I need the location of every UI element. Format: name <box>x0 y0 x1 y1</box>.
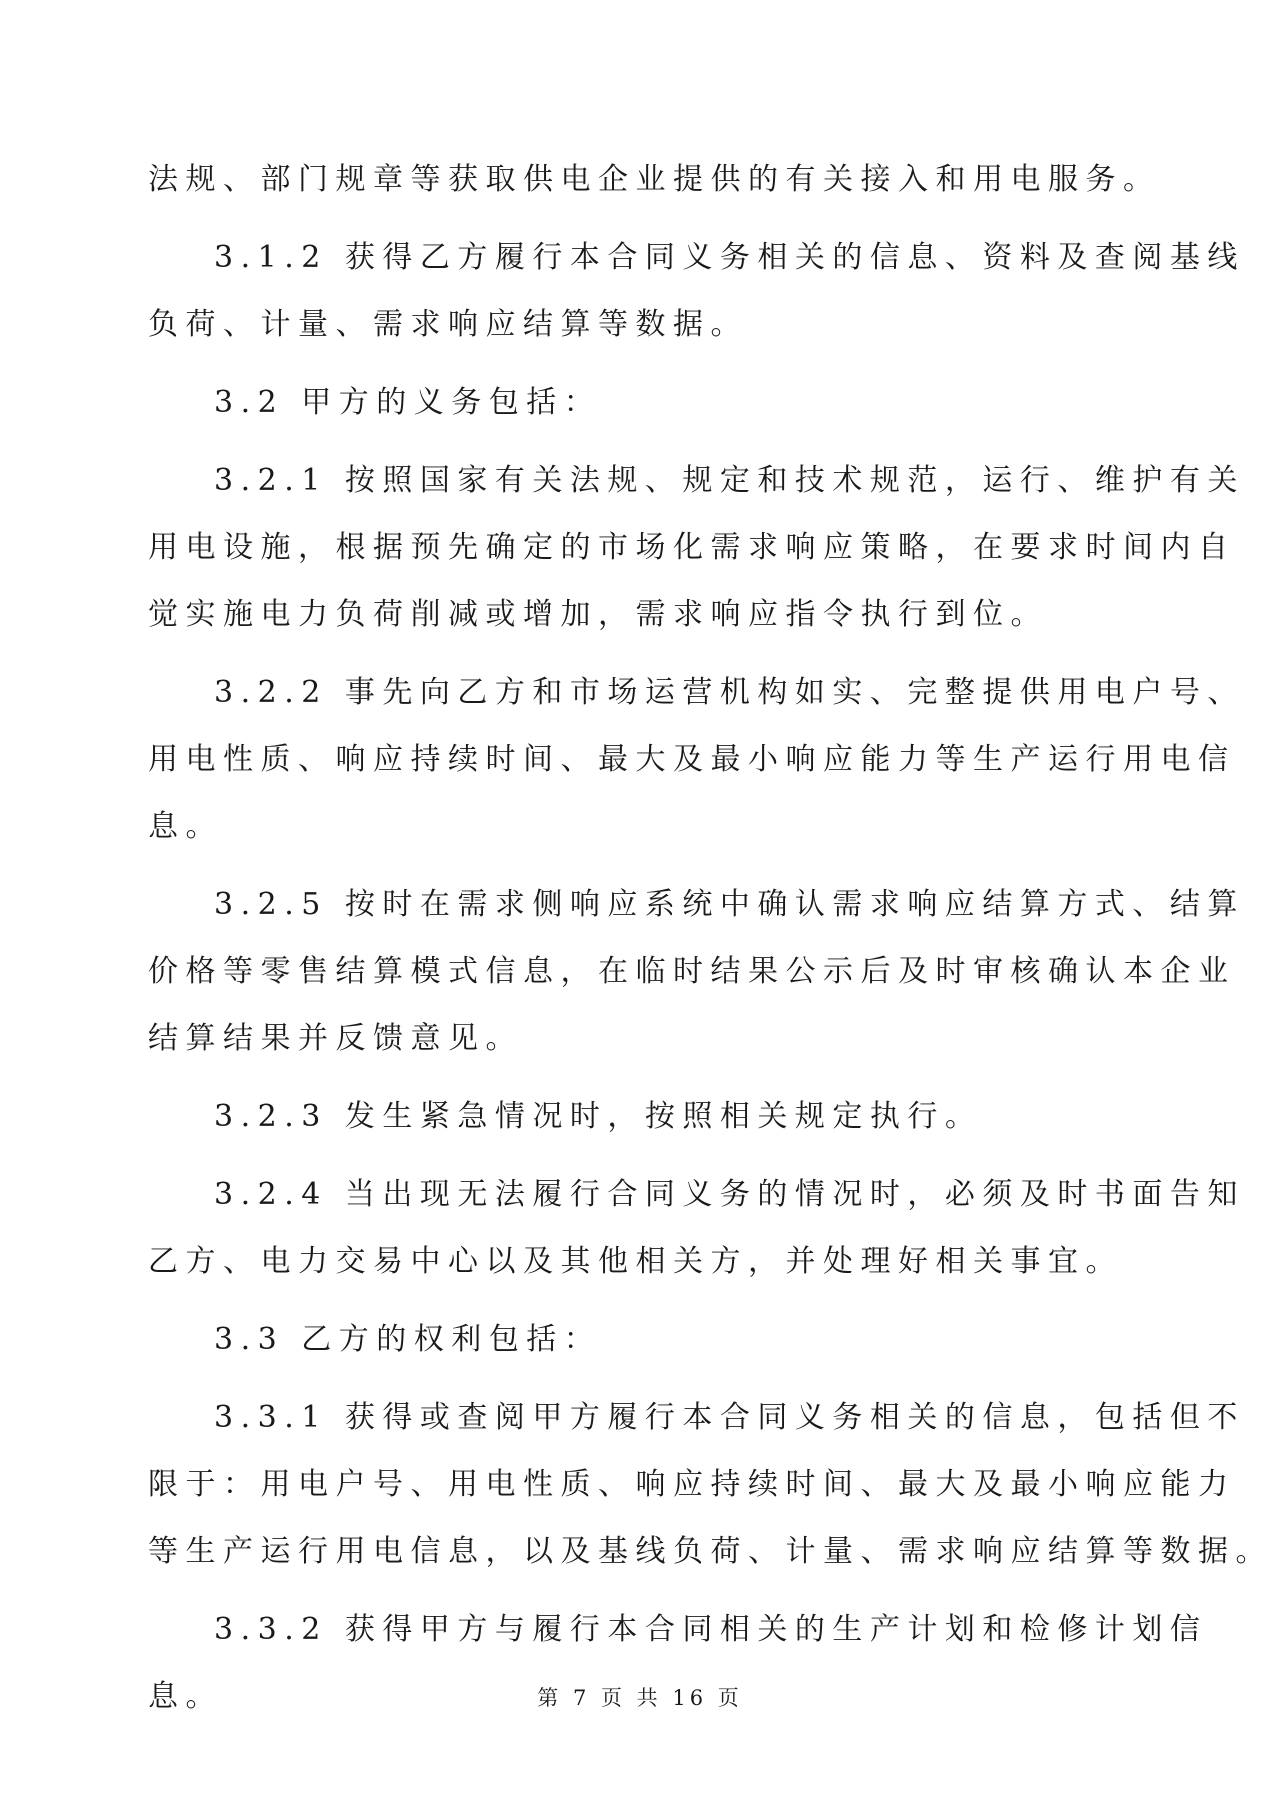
paragraph-line: 3.3.2 获得甲方与履行本合同相关的生产计划和检修计划信 <box>214 1612 1208 1647</box>
paragraph-line: 3.2.2 事先向乙方和市场运营机构如实、完整提供用电户号、 <box>214 675 1245 710</box>
paragraph-line: 觉实施电力负荷削减或增加，需求响应指令执行到位。 <box>148 597 1048 632</box>
paragraph-line: 结算结果并反馈意见。 <box>148 1021 523 1056</box>
paragraph-line: 3.1.2 获得乙方履行本合同义务相关的信息、资料及查阅基线 <box>214 240 1245 275</box>
section-heading: 3.2 甲方的义务包括： <box>214 385 602 420</box>
paragraph-line: 用电性质、响应持续时间、最大及最小响应能力等生产运行用电信 <box>148 742 1236 777</box>
paragraph-line: 法规、部门规章等获取供电企业提供的有关接入和用电服务。 <box>148 162 1161 197</box>
paragraph-line: 限于：用电户号、用电性质、响应持续时间、最大及最小响应能力 <box>148 1467 1236 1502</box>
paragraph-line: 3.2.3 发生紧急情况时，按照相关规定执行。 <box>214 1099 983 1134</box>
paragraph-line: 等生产运行用电信息，以及基线负荷、计量、需求响应结算等数据。 <box>148 1534 1273 1569</box>
paragraph-line: 3.2.5 按时在需求侧响应系统中确认需求响应结算方式、结算 <box>214 887 1245 922</box>
paragraph-line: 3.2.4 当出现无法履行合同义务的情况时，必须及时书面告知 <box>214 1177 1245 1212</box>
paragraph-line: 负荷、计量、需求响应结算等数据。 <box>148 307 748 342</box>
paragraph-line: 用电设施，根据预先确定的市场化需求响应策略，在要求时间内自 <box>148 530 1236 565</box>
section-heading: 3.3 乙方的权利包括： <box>214 1322 602 1357</box>
paragraph-line: 息。 <box>148 1679 223 1714</box>
paragraph-line: 3.2.1 按照国家有关法规、规定和技术规范，运行、维护有关 <box>214 463 1245 498</box>
paragraph-line: 价格等零售结算模式信息，在临时结果公示后及时审核确认本企业 <box>148 954 1236 989</box>
paragraph-line: 息。 <box>148 809 223 844</box>
document-body <box>148 146 1273 1730</box>
paragraph-line: 3.3.1 获得或查阅甲方履行本合同义务相关的信息，包括但不 <box>214 1400 1245 1435</box>
page-number-footer: 第 7 页 共 16 页 <box>537 1686 743 1710</box>
paragraph-line: 乙方、电力交易中心以及其他相关方，并处理好相关事宜。 <box>148 1244 1123 1279</box>
